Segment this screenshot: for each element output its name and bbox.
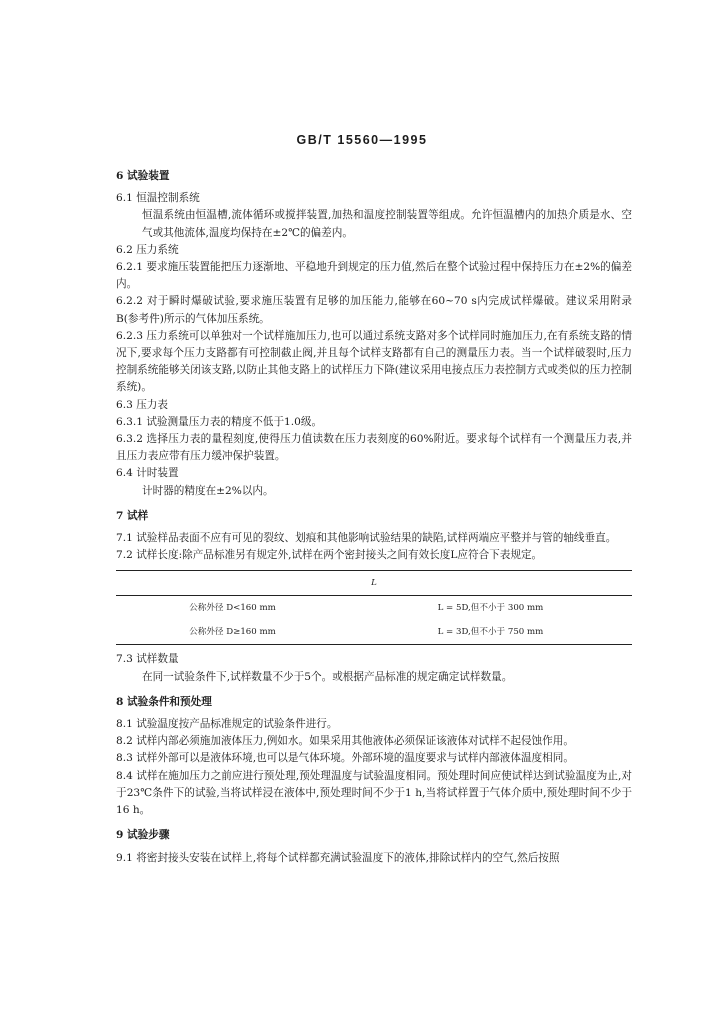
clause-7-1: 7.1 试验样品表面不应有可见的裂纹、划痕和其他影响试验结果的缺陷,试样两端应平整并与管的轴线垂直。 [116,532,617,545]
clause-6-2-title: 6.2 压力系统 [116,243,179,256]
section-6-title: 6 试验装置 [116,170,170,182]
clause-6-3-2: 6.3.2 选择压力表的量程刻度,使得压力值读数在压力表刻度的60%附近。要求每个试样有一个测量压力表,并且压力表应带有压力缓冲保护装置。 [116,433,632,463]
table-cell-length: L = 5D,但不小于 300 mm [437,602,544,613]
table-cell-diameter: 公称外径 D≥160 mm [116,620,349,645]
clause-8-3: 8.3 试样外部可以是液体环境,也可以是气体环境。外部环境的温度要求与试样内部液体温度相同。 [116,752,574,765]
table-row [116,620,632,645]
page-header: GB/T 15560—1995 [296,133,428,147]
clause-8-1: 8.1 试验温度按产品标准规定的试验条件进行。 [116,718,338,731]
clause-7-3-body: 在同一试验条件下,试样数量不少于5个。或根据产品标准的规定确定试样数量。 [142,670,513,683]
clause-7-3-title: 7.3 试样数量 [116,653,179,666]
clause-6-3-title: 6.3 压力表 [116,398,168,411]
table-header-L: L [116,571,632,596]
table-cell-length: L = 3D,但不小于 750 mm [349,620,632,645]
section-9-title: 9 试验步骤 [116,829,170,842]
clause-9-1: 9.1 将密封接头安装在试样上,将每个试样都充满试验温度下的液体,排除试样内的空气,然后按照 [116,851,560,864]
clause-6-2-2: 6.2.2 对于瞬时爆破试验,要求施压装置有足够的加压能力,能够在60~70 s内完成试样爆破。建议采用附录B(参考件)所示的气体加压系统。 [116,295,632,325]
clause-6-3-1: 6.3.1 试验测量压力表的精度不低于1.0级。 [116,415,323,428]
section-7-title: 7 试样 [116,509,149,522]
clause-6-1-body: 恒温系统由恒温槽,流体循环或搅拌装置,加热和温度控制装置等组成。允许恒温槽内的加热介质是水、空气或其他流体,温度均保持在±2℃的偏差内。 [142,209,632,239]
clause-7-2: 7.2 试样长度:除产品标准另有规定外,试样在两个密封接头之间有效长度L应符合下表规定。 [116,549,543,562]
section-8-title: 8 试验条件和预处理 [116,695,212,708]
clause-8-4: 8.4 试样在施加压力之前应进行预处理,预处理温度与试验温度相同。预处理时间应使试样达到试验温度为止,对于23℃条件下的试验,当将试样浸在液体中,预处理时间不少于1 h,当将试样置于气体介质中,预处理时间不少于16 h。 [116,769,632,817]
clause-6-2-3: 6.2.3 压力系统可以单独对一个试样施加压力,也可以通过系统支路对多个试样同时施加压力,在有系统支路的情况下,要求每个压力支路都有可控制截止阀,并且每个试样支路都有自己的测量压力表。当一个试样破裂时,压力控制系统能够关闭该支路,以防止其他支路上的试样压力下降(建议采用电接点压力表控制方式或类似的压力控制系统)。 [116,329,632,394]
clause-6-1-title: 6.1 恒温控制系统 [116,192,200,205]
clause-8-2: 8.2 试样内部必须施加液体压力,例如水。如果采用其他液体必须保证该液体对试样不起侵蚀作用。 [116,735,574,748]
document-body [116,168,632,867]
specimen-length-table [116,570,632,645]
clause-6-2-1: 6.2.1 要求施压装置能把压力逐渐地、平稳地升到规定的压力值,然后在整个试验过程中保持压力在±2%的偏差内。 [116,261,632,291]
clause-6-4-title: 6.4 计时装置 [116,467,179,480]
clause-6-4-body: 计时器的精度在±2%以内。 [142,484,274,497]
table-cell-diameter: 公称外径 D<160 mm [189,602,276,613]
table-row [116,596,632,621]
